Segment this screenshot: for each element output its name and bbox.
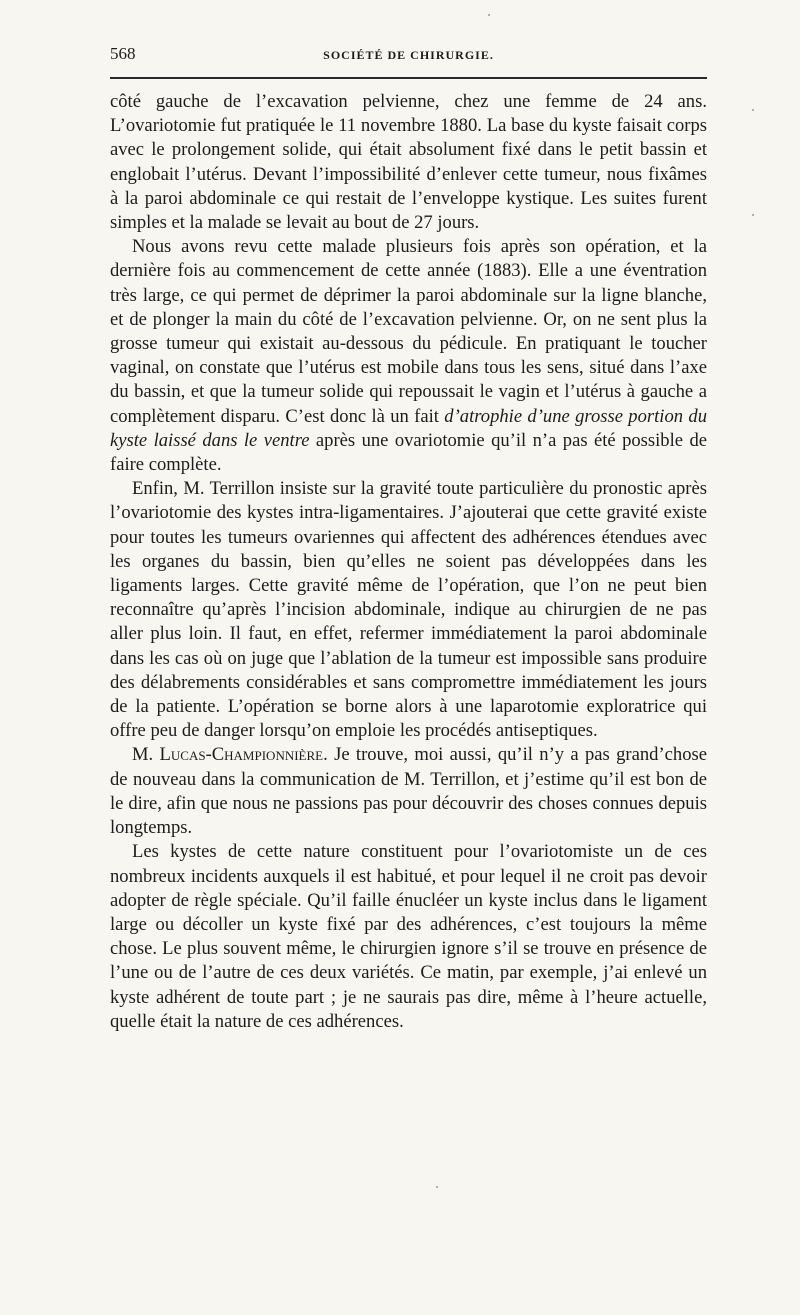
paragraph-p4: [110, 743, 707, 840]
paragraph-p3: [110, 477, 707, 743]
text-segment: Enfin, M. Terrillon insiste sur la gravité toute particulière du pronostic après l’ovariotomie des kystes intra-ligamentaires. J’ajouterai que cette gravité existe pour toutes les tumeurs ovariennes qui affectent des adhérences étendues avec les organes du bassin, bien qu’elles ne soient pas développées dans les ligaments larges. Cette gravité même de l’opération, que l’on ne peut bien reconnaître qu’après l’incision abdominale, indique au chirurgien de ne pas aller plus loin. Il faut, en effet, refermer immédiatement la paroi abdominale dans les cas où on juge que l’ablation de la tumeur est impossible sans produire des délabrements considérables et sans compromettre immédiatement les jours de la patiente. L’opération se borne alors à une laparotomie exploratrice qui offre peu de danger lorsqu’on emploie les procédés antiseptiques.: [110, 478, 707, 742]
text-segment: Nous avons revu cette malade plusieurs fois après son opération, et la dernière fois au commencement de cette année (1883). Elle a une éventration très large, ce qui permet de déprimer la paroi abdominale sur la ligne blanche, et de plonger la main du côté de l’excavation pelvienne. Or, on ne sent plus la grosse tumeur qui existait au-dessous du pédicule. En pratiquant le toucher vaginal, on constate que l’utérus est mobile dans tous les sens, situé dans l’axe du bassin, et que la tumeur solide qui repoussait le vagin et l’utérus à gauche a complètement disparu. C’est donc là un fait: [110, 236, 707, 427]
text-segment: . Je trouve, moi aussi, qu’il n’y a pas grand’chose de nouveau dans la communication de M. Terrillon, et j’estime qu’il est bon de le dire, afin que nous ne passions pas pour découvrir des choses connues depuis longtemps.: [110, 744, 707, 839]
paragraph-p5: [110, 840, 707, 1034]
paragraph-p2: [110, 235, 707, 477]
header-rule: [110, 77, 707, 79]
text-segment: Lucas-Championnière: [159, 744, 324, 766]
scan-speck: [488, 14, 490, 16]
text-segment: M.: [132, 744, 160, 766]
scan-speck: [752, 214, 754, 216]
text-segment: après une ovariotomie qu’il n’a pas été possible de faire complète.: [110, 429, 707, 476]
body-text: [110, 90, 707, 1034]
running-title: SOCIÉTÉ DE CHIRURGIE.: [323, 48, 494, 62]
text-segment: côté gauche de l’excavation pelvienne, chez une femme de 24 ans. L’ovariotomie fut pratiquée le 11 novembre 1880. La base du kyste faisait corps avec le prolongement solide, qui était absolument fixé dans le petit bassin et englobait l’utérus. Devant l’impossibilité d’enlever cette tumeur, nous fixâmes à la paroi abdominale ce qui restait de l’enveloppe kystique. Les suites furent simples et la malade se levait au bout de 27 jours.: [110, 91, 707, 234]
scan-speck: [436, 1186, 438, 1188]
page-number: 568: [110, 44, 136, 63]
page-header: [110, 44, 707, 72]
text-segment: Les kystes de cette nature constituent pour l’ovariotomiste un de ces nombreux incidents auxquels il est habitué, et pour lequel il ne croit pas devoir adopter de règle spéciale. Qu’il faille énucléer un kyste inclus dans le ligament large ou décoller un kyste fixé par des adhérences, c’est toujours la même chose. Le plus souvent même, le chirurgien ignore s’il se trouve en présence de l’une ou de l’autre de ces deux variétés. Ce matin, par exemple, j’ai enlevé un kyste adhérent de toute part ; je ne saurais pas dire, même à l’heure actuelle, quelle était la nature de ces adhérences.: [110, 841, 707, 1032]
scan-speck: [752, 109, 754, 111]
paragraph-p1: [110, 90, 707, 235]
text-segment: d’atrophie d’une grosse portion du kyste laissé dans le ventre: [110, 405, 707, 451]
